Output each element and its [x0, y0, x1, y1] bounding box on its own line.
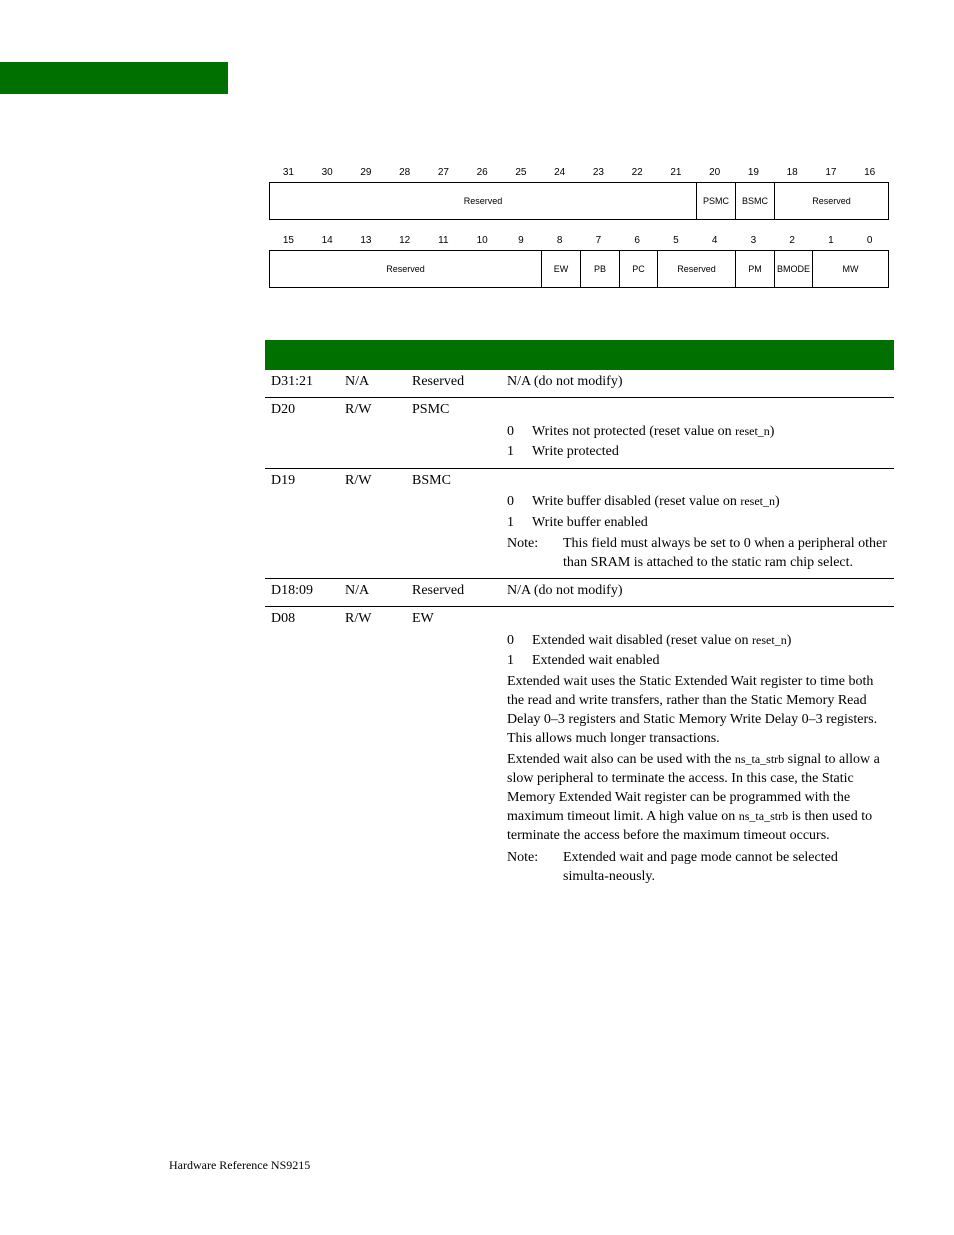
signal-name: reset_n — [752, 633, 787, 647]
bit-number: 14 — [321, 235, 333, 246]
value-text-end: ) — [769, 424, 775, 439]
bit-number: 1 — [828, 235, 834, 246]
value-text: Write buffer disabled (reset value on — [532, 494, 741, 509]
bit-number: 4 — [711, 235, 718, 246]
bit-number: 17 — [825, 167, 837, 178]
bit-number: 22 — [631, 167, 643, 178]
access-cell: N/A — [345, 374, 370, 389]
mnemonic-cell: BSMC — [412, 473, 451, 488]
bit-number: 3 — [750, 235, 757, 246]
mnemonic-cell: Reserved — [412, 583, 465, 598]
bit-number: 15 — [282, 235, 294, 246]
bits-cell: D08 — [271, 611, 296, 626]
bits-cell: D18:09 — [271, 583, 313, 598]
bit-number: 18 — [786, 167, 798, 178]
bit-number: 30 — [321, 167, 333, 178]
field-reserved-upper-2: Reserved — [774, 183, 888, 219]
access-cell: R/W — [345, 611, 372, 626]
value-text: Extended wait disabled (reset value on — [532, 633, 753, 648]
value-item — [507, 422, 774, 441]
paragraph-text: Extended wait also can be used with the — [507, 752, 735, 767]
value-number: 1 — [507, 653, 514, 668]
bit-number: 8 — [556, 235, 563, 246]
signal-name: ns_ta_strb — [738, 809, 789, 823]
bit-number: 6 — [634, 235, 640, 246]
mnemonic-cell: Reserved — [412, 374, 465, 389]
field-pm: PM — [735, 251, 774, 287]
register-fields-lower — [269, 250, 889, 288]
bit-number: 0 — [866, 235, 873, 246]
signal-name: reset_n — [735, 424, 770, 438]
bit-number: 12 — [399, 235, 411, 246]
field-psmc: PSMC — [696, 183, 735, 219]
bit-number: 25 — [515, 167, 527, 178]
access-cell: R/W — [345, 402, 372, 417]
description-cell: N/A (do not modify) — [507, 583, 623, 598]
signal-name: ns_ta_strb — [734, 752, 785, 766]
chapter-tab — [0, 62, 228, 94]
bit-number: 23 — [592, 167, 604, 178]
signal-name: reset_n — [740, 494, 775, 508]
value-text: Write buffer enabled — [532, 515, 648, 530]
description-cell: N/A (do not modify) — [507, 374, 623, 389]
paragraph-text: is then used to terminate the access before the maximum timeout occurs. — [507, 809, 873, 843]
mnemonic-cell: PSMC — [412, 402, 450, 417]
bit-numbers-lower — [269, 235, 889, 249]
access-cell: N/A — [345, 583, 370, 598]
bit-numbers-upper — [269, 167, 889, 181]
bit-number: 27 — [437, 167, 449, 178]
value-text: Extended wait enabled — [532, 653, 660, 668]
value-number: 0 — [507, 494, 514, 509]
description-paragraph — [507, 750, 887, 845]
mnemonic-cell: EW — [412, 611, 434, 626]
value-text-end: ) — [786, 633, 792, 648]
note-label: Note: — [507, 536, 539, 551]
bit-number: 31 — [282, 167, 294, 178]
register-fields-upper — [269, 182, 889, 220]
note-text: This field must always be set to 0 when a peripheral other than SRAM is attached to the static ram chip select. — [563, 536, 887, 570]
bit-number: 28 — [399, 167, 411, 178]
field-ew: EW — [541, 251, 580, 287]
table-row — [265, 607, 894, 897]
field-reserved-lower-2: Reserved — [657, 251, 735, 287]
table-row — [265, 469, 894, 579]
bit-number: 20 — [709, 167, 721, 178]
bit-number: 10 — [476, 235, 488, 246]
field-pb: PB — [580, 251, 619, 287]
table-row — [265, 370, 894, 398]
access-cell: R/W — [345, 473, 372, 488]
bit-number: 2 — [789, 235, 795, 246]
bits-cell: D19 — [271, 473, 296, 488]
page-footer: Hardware Reference NS9215 — [169, 1158, 311, 1172]
value-item — [507, 442, 619, 461]
field-reserved-upper: Reserved — [463, 196, 503, 206]
value-number: 1 — [507, 444, 514, 459]
field-mw: MW — [812, 251, 888, 287]
value-number: 1 — [507, 515, 514, 530]
bit-number: 16 — [864, 167, 876, 178]
value-item — [507, 651, 660, 670]
table-row — [265, 579, 894, 607]
bit-number: 26 — [476, 167, 488, 178]
value-text: Write protected — [532, 444, 619, 459]
bits-cell: D31:21 — [271, 374, 313, 389]
value-item — [507, 513, 648, 532]
value-number: 0 — [507, 633, 514, 648]
bit-number: 7 — [595, 235, 602, 246]
table-header — [265, 340, 894, 370]
value-item — [507, 492, 780, 511]
field-bmode: BMODE — [774, 251, 812, 287]
bit-number: 24 — [554, 167, 566, 178]
bit-number: 5 — [673, 235, 679, 246]
field-bsmc: BSMC — [735, 183, 774, 219]
paragraph-text: signal to allow a slow peripheral to terminate the access. In this case, the Static Memory Extended Wait register can be programmed with the maximum timeout limit. A high value on — [507, 752, 880, 824]
bit-number: 19 — [747, 167, 759, 178]
bit-number: 11 — [438, 235, 449, 246]
bit-number: 29 — [360, 167, 372, 178]
bit-number: 13 — [360, 235, 372, 246]
table-row — [265, 398, 894, 469]
description-paragraph: Extended wait uses the Static Extended Wait register to time both the read and write transfers, rather than the Static Memory Read Delay 0–3 registers and Static Memory Write Delay 0–3 registers. This allows much longer transactions. — [507, 674, 878, 746]
bits-cell: D20 — [271, 402, 296, 417]
bit-number: 21 — [670, 167, 682, 178]
value-text-end: ) — [774, 494, 780, 509]
field-reserved-lower: Reserved — [386, 264, 425, 274]
value-item — [507, 631, 791, 650]
field-pc: PC — [619, 251, 657, 287]
value-text: Writes not protected (reset value on — [532, 424, 736, 439]
note-label: Note: — [507, 850, 539, 865]
bit-number: 9 — [518, 235, 524, 246]
note-text: Extended wait and page mode cannot be selected simulta-neously. — [563, 850, 838, 884]
value-number: 0 — [507, 424, 514, 439]
